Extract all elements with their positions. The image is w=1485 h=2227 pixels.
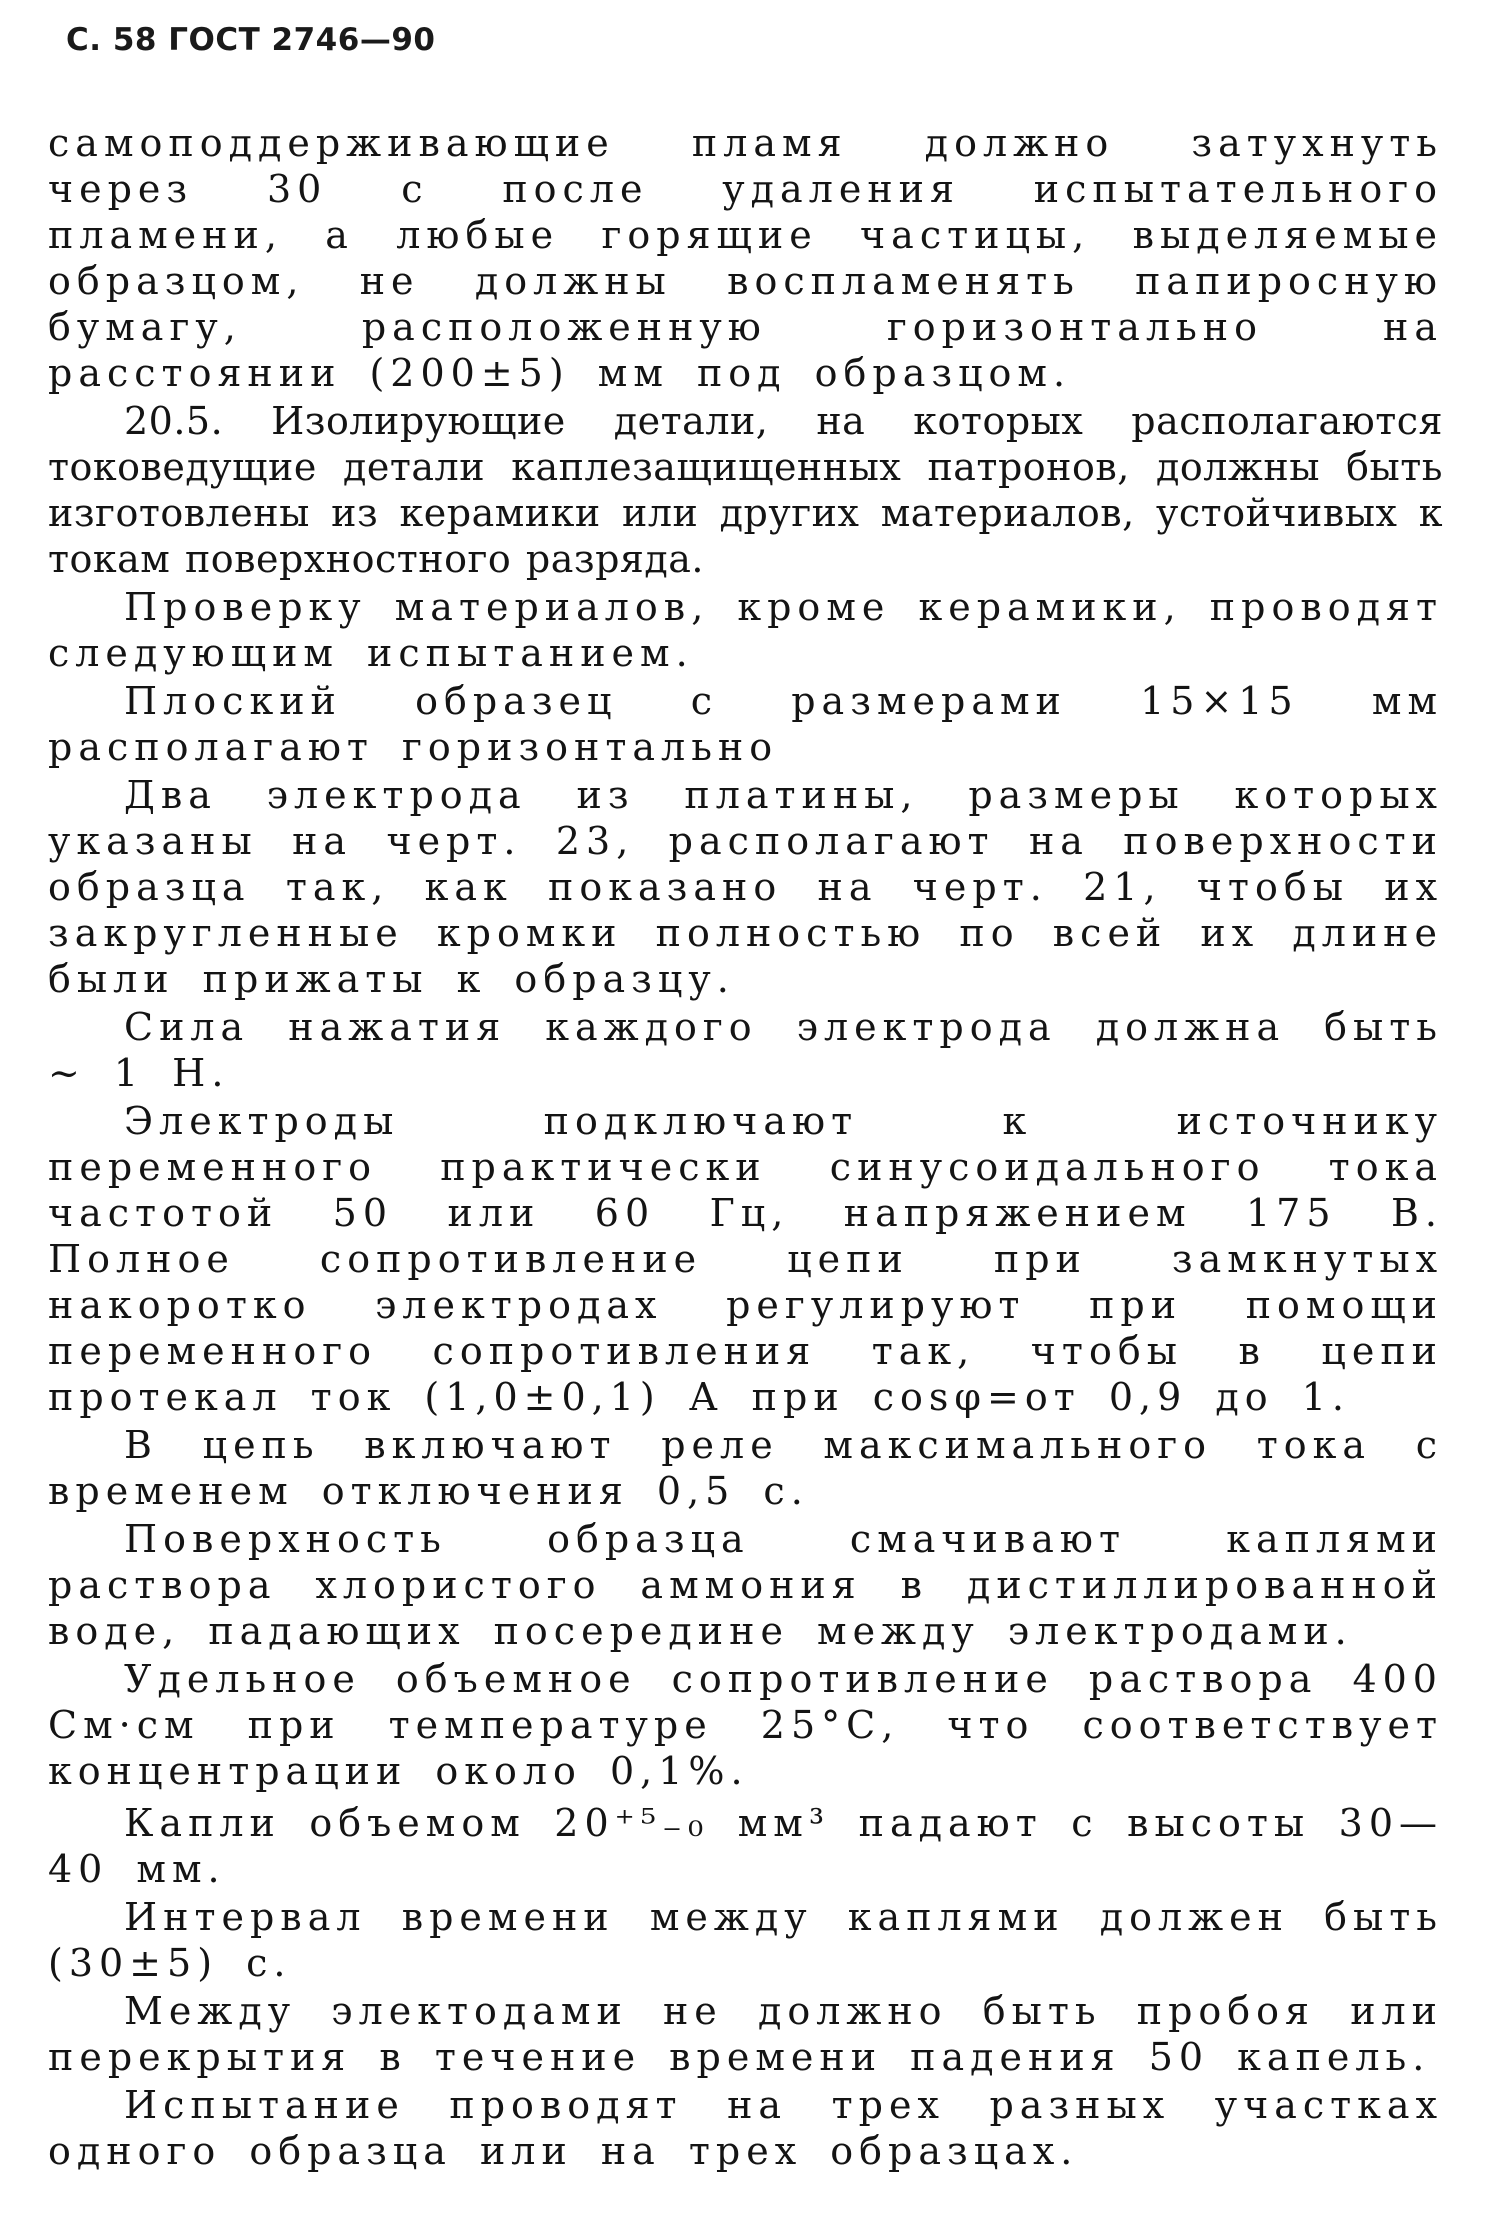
paragraph-electrodes: Два электрода из платины, размеры которых указаны на черт. 23, располагают на поверхности образца так, как показано на черт. 21, чтобы их закругленные кромки полностью по всей их длине были прижаты к образцу. — [48, 773, 1443, 1001]
paragraph-electrode-circuit: Электроды подключают к источнику переменного практически синусоидального тока частотой 50 или 60 Гц, напряжением 175 В. Полное сопротивление цепи при замкнутых накоротко электродах регулируют при помощи переменного сопротивления так, чтобы в цепи протекал ток (1,0±0,1) А при cosφ=от 0,9 до 1. — [48, 1099, 1443, 1419]
paragraph-flame-extinction: самоподдерживающие пламя должно затухнуть через 30 с после удаления испытательного пламени, а любые горящие частицы, выделяемые образцом, не должны воспламенять папиросную бумагу, расположенную горизонтально на расстоянии (200±5) мм под образцом. — [48, 121, 1443, 395]
paragraph-flat-sample: Плоский образец с размерами 15×15 мм располагают горизонтально — [48, 679, 1443, 769]
paragraph-drop-volume: Капли объемом 20⁺⁵₋₀ мм³ падают с высоты 30—40 мм. — [48, 1801, 1443, 1891]
paragraph-solution-resistance: Удельное объемное сопротивление раствора 400 См·см при температуре 25°С, что соответствует концентрации около 0,1%. — [48, 1657, 1443, 1793]
paragraph-surface-wetting: Поверхность образца смачивают каплями раствора хлористого аммония в дистиллированной воде, падающих посередине между электродами. — [48, 1517, 1443, 1653]
page-header: С. 58 ГОСТ 2746—90 — [66, 22, 436, 58]
paragraph-no-breakdown: Между электодами не должно быть пробоя или перекрытия в течение времени падения 50 капель. — [48, 1989, 1443, 2079]
paragraph-test-locations: Испытание проводят на трех разных участках одного образца или на трех образцах. — [48, 2083, 1443, 2173]
paragraph-20-5: 20.5. Изолирующие детали, на которых располагаются токоведущие детали каплезащищенных патронов, должны быть изготовлены из керамики или других материалов, устойчивых к токам поверхностного разряда. — [48, 399, 1443, 581]
paragraph-drop-interval: Интервал времени между каплями должен быть (30±5) с. — [48, 1895, 1443, 1985]
paragraph-material-check: Проверку материалов, кроме керамики, проводят следующим испытанием. — [48, 585, 1443, 675]
paragraph-relay: В цепь включают реле максимального тока с временем отключения 0,5 с. — [48, 1423, 1443, 1513]
body-text — [48, 120, 1443, 2176]
paragraph-pressing-force: Сила нажатия каждого электрода должна быть ~ 1 Н. — [48, 1005, 1443, 1095]
